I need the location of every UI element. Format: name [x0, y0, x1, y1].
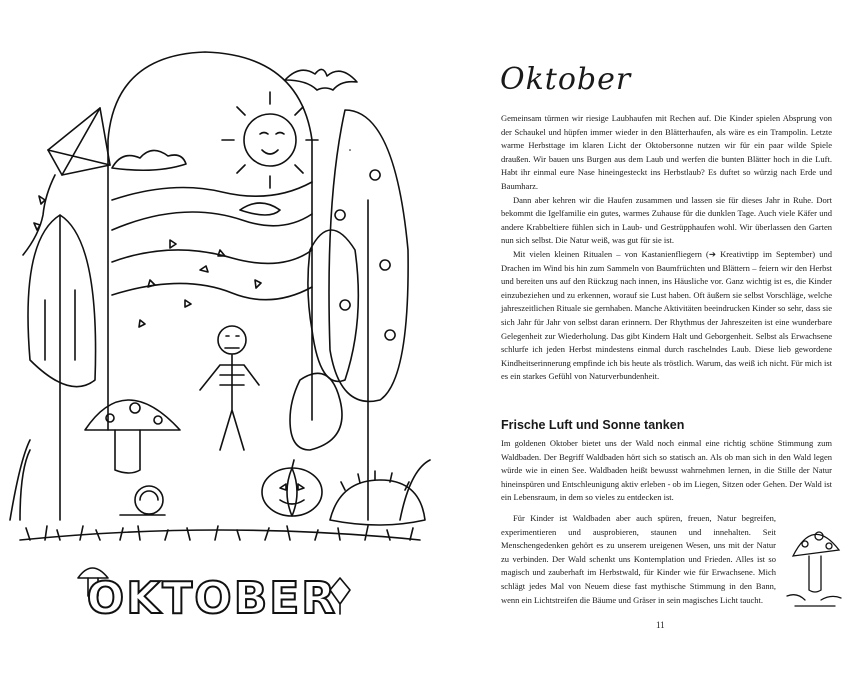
section-text-block: [501, 437, 832, 505]
section-heading: Frische Luft und Sonne tanken: [501, 418, 685, 432]
arch-frame: [108, 52, 312, 430]
skeleton-figure: [200, 326, 259, 450]
intro-text-block: [501, 112, 832, 384]
squirrel: [290, 373, 342, 450]
october-banner-text: OKTOBER: [86, 573, 338, 624]
mushroom-drawing-icon: [785, 516, 843, 612]
bat-icon: [285, 69, 357, 90]
sun-icon: [222, 92, 318, 188]
mushroom-icon: [85, 400, 180, 473]
section-text-block-2: [501, 512, 776, 607]
pumpkin-icon: [262, 460, 322, 516]
chapter-title: Oktober: [500, 62, 632, 97]
paragraph: Im goldenen Oktober bietet uns der Wald noch einmal eine richtig schöne Stimmung zum Waldbaden. Der Begriff Waldbaden hört sich so statisch an. Als ob man sich in den Wald legen würde wie in einen See. Waldbaden heißt bewusst wahrnehmen lernen, in die Stille der Natur hineinspüren und Entschleunigung aktiv erleben - ob im Liegen, Sitzen oder Gehen. Der Wald ist ein Lebensraum, in dem so vieles zu entdecken ist.: [501, 438, 832, 503]
cloud: [112, 150, 186, 170]
kite-icon: [23, 108, 110, 255]
paragraph: Dann aber kehren wir die Haufen zusammen und lassen sie für dieses Jahr in Ruhe. Dort bekommt die Igelfamilie ein gutes, warmes Zuhause für die dunklen Tage. Auch viele Käfer und andere Krabbeltiere fühlen sich in Laub- und Gestrüpphaufen wohl. Wir überlassen den Garten nun sich selbst. Die Natur weiß, was gut für sie ist.: [501, 194, 832, 246]
page-number: 11: [656, 620, 665, 630]
left-tree: [28, 215, 96, 387]
paragraph: Für Kinder ist Waldbaden aber auch spüren, freuen, Natur begreifen, experimentieren und ausprobieren, staunen und innehalten. Seit Menschengedenken gehört es zu unserem ureigenen Wesen, uns mit der Natur zu verbinden. Der Wald schenkt uns Kontemplation und Frieden. Alles ist so magisch und zauberhaft im Herbstwald, für Kinder wie für Erwachsene. Mich schlägt jedes Mal von Neuem diese fast mythische Stimmung in den Bann, wenn ein Lichtstreifen die Bäume und Gräser in sein magisches Licht taucht.: [501, 513, 776, 605]
paragraph: Mit vielen kleinen Ritualen – von Kastanienfliegern (➔ Kreativtipp im September) und Drachen im Wind bis hin zum Sammeln von Baumfrüchten und Blättern – feiern wir den Herbst und bereiten uns auf den Rückzug nach innen, ins Häusliche vor. Ganz wichtig ist es, die Kinder einzubeziehen und zu erkennen, worauf sie Lust haben. Oft äußern sie selbst Vorschläge, welche jahreszeitlichen Rituale sie gernhaben. Manche Aktivitäten beeindrucken Kinder so sehr, dass sie sich Jahr für Jahr von selbst daran erinnern. Der Rhythmus der Jahreszeiten ist eine wunderbare Gelegenheit zur Wiederholung. Das gibt Kindern Halt und Geborgenheit. Selbst als Erwachsene schlurfe ich jeden Herbst mindestens einmal durch raschelndes Laub. Diese lieb gewordene Kindheitserinnerung empfinde ich bis heute als tröstlich. Warum, das weiß ich nicht. Für mich ist es ein starkes Gefühl von Naturverbundenheit.: [501, 248, 832, 382]
snail: [120, 486, 165, 515]
right-page: [440, 0, 854, 683]
paragraph: Gemeinsam türmen wir riesige Laubhaufen mit Rechen auf. Die Kinder spielen Absprung von der Schaukel und hüpfen immer wieder in den Blätterhaufen, als wäre es ein Trampolin. Letzte warme Herbsttage im klaren Licht der Oktobersonne nutzen wir für ein paar wilde Spiele draußen. Wir bauen uns Burgen aus dem Laub und werfen die bunten Blätter hoch in die Luft. Habt ihr einmal eure Nase hineingesteckt ins Herbstlaub? Es duftet so würzig nach Erde und Baumharz.: [501, 113, 832, 191]
